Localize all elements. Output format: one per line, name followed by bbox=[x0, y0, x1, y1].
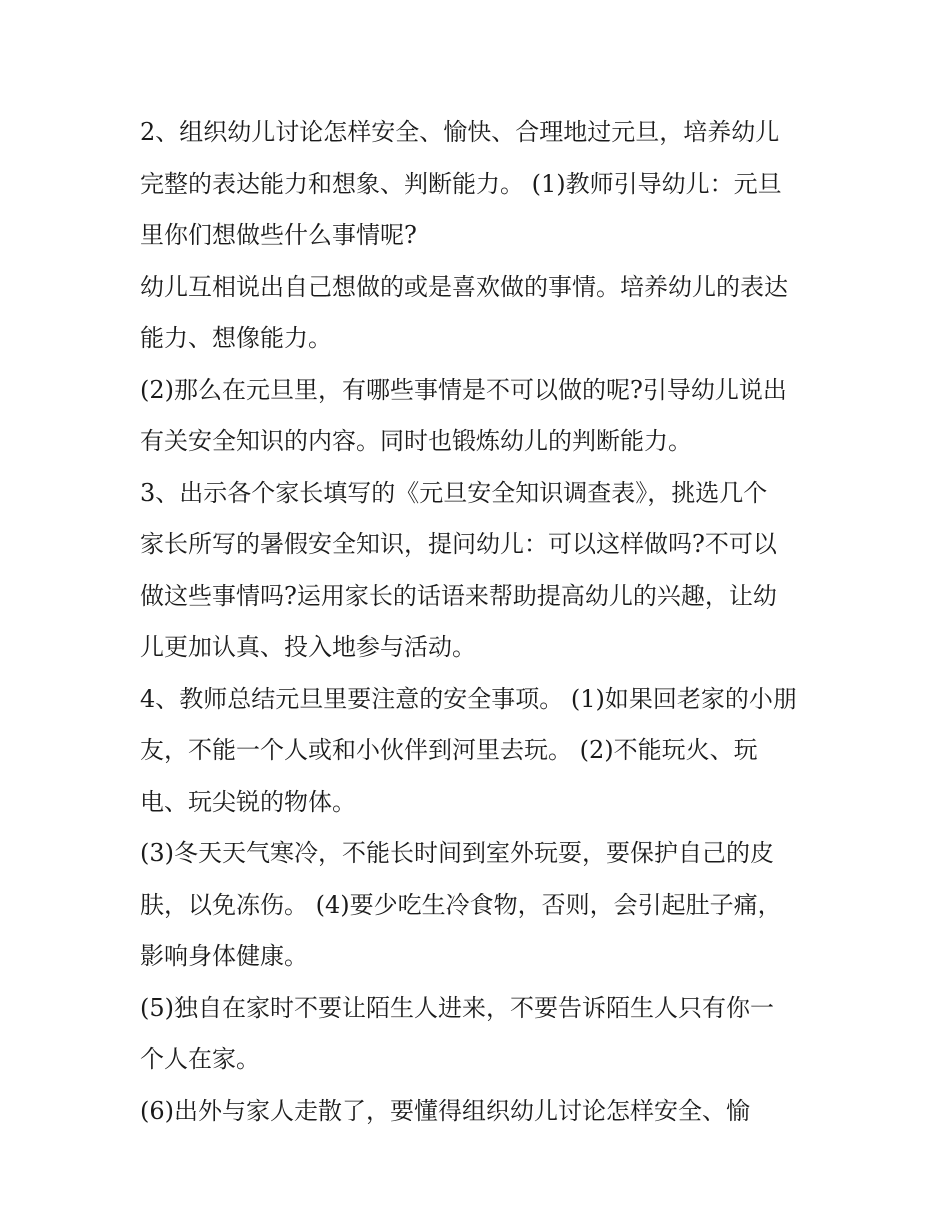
text-line: 能力、想像能力。 bbox=[140, 324, 332, 352]
document-body bbox=[140, 107, 830, 1137]
text-line: 儿更加认真、投入地参与活动。 bbox=[140, 633, 476, 661]
text-line: (5)独自在家时不要让陌生人进来，不要告诉陌生人只有你一 bbox=[140, 993, 774, 1022]
text-line: 4、教师总结元旦里要注意的安全事项。 (1)如果回老家的小朋 bbox=[140, 684, 797, 713]
text-line: 家长所写的暑假安全知识，提问幼儿：可以这样做吗?不可以 bbox=[140, 530, 777, 558]
text-line: (2)那么在元旦里，有哪些事情是不可以做的呢?引导幼儿说出 bbox=[140, 375, 787, 404]
text-line: 电、玩尖锐的物体。 bbox=[140, 787, 356, 816]
text-line: (6)出外与家人走散了，要懂得组织幼儿讨论怎样安全、愉 bbox=[140, 1096, 750, 1125]
text-line: 里你们想做些什么事情呢? bbox=[140, 221, 417, 249]
text-line: 做这些事情吗?运用家长的话语来帮助提高幼儿的兴趣，让幼 bbox=[140, 581, 777, 610]
text-line: 完整的表达能力和想象、判断能力。 (1)教师引导幼儿：元旦 bbox=[140, 169, 782, 198]
text-line: 个人在家。 bbox=[140, 1045, 260, 1073]
text-line: 有关安全知识的内容。同时也锻炼幼儿的判断能力。 bbox=[140, 427, 692, 455]
text-line: 友，不能一个人或和小伙伴到河里去玩。 (2)不能玩火、玩 bbox=[140, 736, 758, 764]
text-line: 肤，以免冻伤。 (4)要少吃生冷食物，否则，会引起肚子痛， bbox=[140, 890, 782, 919]
text-line: 3、出示各个家长填写的《元旦安全知识调查表》，挑选几个 bbox=[140, 478, 768, 507]
text-line: (3)冬天天气寒冷，不能长时间到室外玩耍，要保护自己的皮 bbox=[140, 839, 774, 867]
text-line: 幼儿互相说出自己想做的或是喜欢做的事情。培养幼儿的表达 bbox=[140, 272, 788, 301]
text-line: 2、组织幼儿讨论怎样安全、愉快、合理地过元旦，培养幼儿 bbox=[140, 118, 780, 146]
text-line: 影响身体健康。 bbox=[140, 942, 308, 970]
